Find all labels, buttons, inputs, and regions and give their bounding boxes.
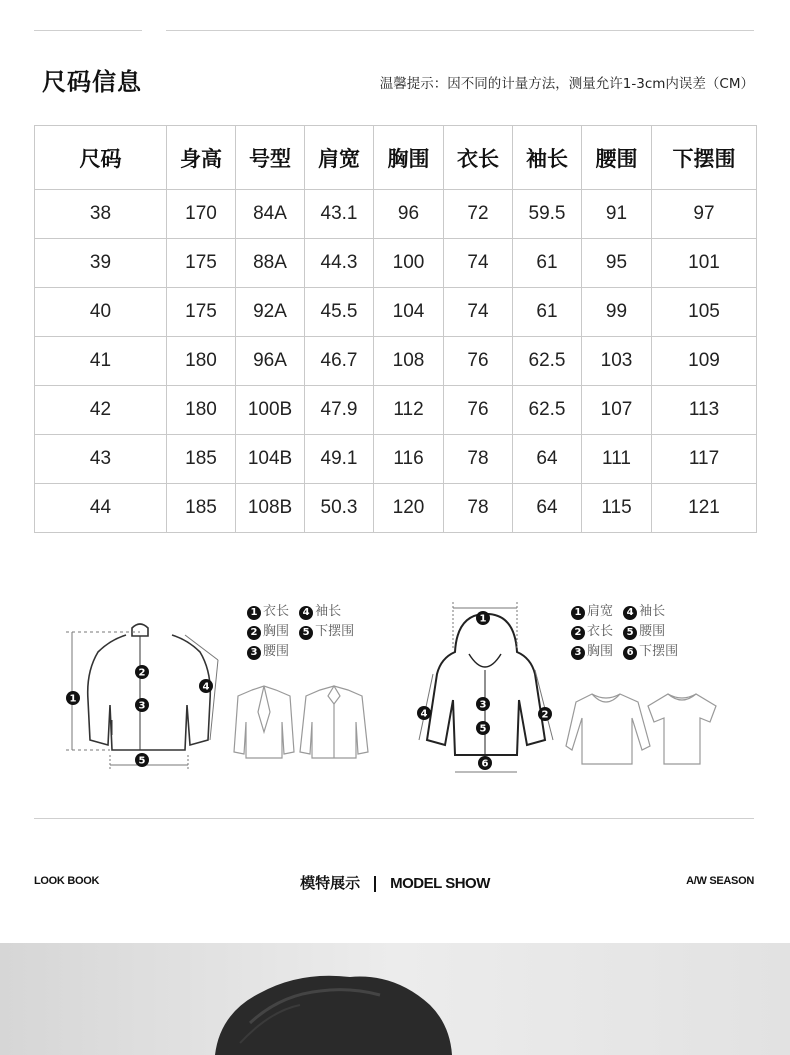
column-header: 衣长 (444, 126, 513, 190)
table-cell: 120 (374, 484, 444, 533)
table-cell: 100 (374, 239, 444, 288)
table-cell: 109 (652, 337, 757, 386)
model-show-heading (0, 872, 790, 893)
legend-item: 3 胸围 (571, 644, 613, 659)
legend-item: 2 胸围 (247, 624, 289, 639)
heading-separator (374, 876, 376, 892)
section-divider (34, 818, 754, 819)
table-cell: 175 (167, 239, 236, 288)
column-header: 袖长 (513, 126, 582, 190)
table-cell: 46.7 (305, 337, 374, 386)
legend-item: 4 袖长 (623, 604, 665, 619)
table-row (35, 435, 757, 484)
table-cell: 61 (513, 288, 582, 337)
table-cell: 99 (582, 288, 652, 337)
table-cell: 104 (374, 288, 444, 337)
table-cell: 78 (444, 484, 513, 533)
section-title: 尺码信息 (42, 68, 142, 96)
legend-item: 2 衣长 (571, 624, 613, 639)
table-cell: 108 (374, 337, 444, 386)
table-cell: 96 (374, 190, 444, 239)
table-row (35, 288, 757, 337)
table-cell: 74 (444, 288, 513, 337)
table-cell: 104B (236, 435, 305, 484)
svg-text:1: 1 (69, 693, 77, 705)
table-cell: 61 (513, 239, 582, 288)
table-cell: 91 (582, 190, 652, 239)
legend-item: 1 衣长 (247, 604, 289, 619)
table-cell: 49.1 (305, 435, 374, 484)
svg-text:4: 4 (420, 708, 428, 720)
legend-item: 5 下摆围 (299, 624, 354, 639)
top-divider-left (34, 30, 142, 31)
table-cell: 117 (652, 435, 757, 484)
svg-text:4: 4 (202, 681, 210, 693)
table-cell: 59.5 (513, 190, 582, 239)
table-header-row (35, 126, 757, 190)
table-cell: 76 (444, 386, 513, 435)
svg-text:1: 1 (479, 613, 487, 625)
table-cell: 113 (652, 386, 757, 435)
measurement-tip: 温馨提示：因不同的计量方法，测量允许1-3cm内误差（CM） (379, 76, 754, 92)
table-cell: 170 (167, 190, 236, 239)
table-cell: 40 (35, 288, 167, 337)
table-cell: 43.1 (305, 190, 374, 239)
table-cell: 44.3 (305, 239, 374, 288)
svg-text:2: 2 (541, 709, 549, 721)
table-cell: 95 (582, 239, 652, 288)
blazer-and-shirt-icons (232, 682, 382, 772)
legend-item: 3 腰围 (247, 644, 289, 659)
table-cell: 107 (582, 386, 652, 435)
column-header: 下摆围 (652, 126, 757, 190)
table-row (35, 239, 757, 288)
svg-text:3: 3 (479, 699, 487, 711)
table-cell: 47.9 (305, 386, 374, 435)
column-header: 号型 (236, 126, 305, 190)
season-label: A/W SEASON (686, 875, 754, 887)
sweater-and-tshirt-icons (562, 688, 722, 778)
table-row (35, 190, 757, 239)
legend-item: 4 袖长 (299, 604, 341, 619)
svg-text:6: 6 (481, 758, 489, 770)
table-cell: 74 (444, 239, 513, 288)
table-cell: 50.3 (305, 484, 374, 533)
table-cell: 88A (236, 239, 305, 288)
column-header: 胸围 (374, 126, 444, 190)
table-cell: 45.5 (305, 288, 374, 337)
table-cell: 116 (374, 435, 444, 484)
table-cell: 92A (236, 288, 305, 337)
column-header: 腰围 (582, 126, 652, 190)
table-cell: 42 (35, 386, 167, 435)
legend-item: 5 腰围 (623, 624, 665, 639)
table-cell: 64 (513, 435, 582, 484)
model-photo (0, 943, 790, 1055)
table-cell: 41 (35, 337, 167, 386)
svg-text:3: 3 (138, 700, 146, 712)
size-table (34, 125, 757, 533)
table-cell: 185 (167, 484, 236, 533)
table-cell: 175 (167, 288, 236, 337)
table-cell: 121 (652, 484, 757, 533)
model-hair-image (0, 943, 790, 1055)
table-cell: 76 (444, 337, 513, 386)
hoodie-measure-illustration (405, 590, 575, 790)
svg-text:5: 5 (138, 755, 146, 767)
table-cell: 64 (513, 484, 582, 533)
table-cell: 43 (35, 435, 167, 484)
legend-item: 1 肩宽 (571, 604, 613, 619)
legend-left (247, 602, 360, 662)
table-cell: 115 (582, 484, 652, 533)
table-cell: 97 (652, 190, 757, 239)
table-cell: 62.5 (513, 386, 582, 435)
table-cell: 62.5 (513, 337, 582, 386)
table-cell: 180 (167, 337, 236, 386)
table-cell: 108B (236, 484, 305, 533)
table-row (35, 386, 757, 435)
table-cell: 112 (374, 386, 444, 435)
table-cell: 101 (652, 239, 757, 288)
table-cell: 103 (582, 337, 652, 386)
model-show-cn: 模特展示 (300, 874, 361, 892)
table-row (35, 484, 757, 533)
column-header: 肩宽 (305, 126, 374, 190)
table-cell: 84A (236, 190, 305, 239)
table-cell: 44 (35, 484, 167, 533)
look-book-label: LOOK BOOK (34, 875, 100, 887)
model-show-en: MODEL SHOW (390, 875, 490, 892)
table-cell: 38 (35, 190, 167, 239)
table-cell: 100B (236, 386, 305, 435)
table-cell: 185 (167, 435, 236, 484)
table-cell: 78 (444, 435, 513, 484)
table-row (35, 337, 757, 386)
measurement-diagram (0, 590, 790, 790)
svg-text:5: 5 (479, 723, 487, 735)
table-cell: 180 (167, 386, 236, 435)
legend-right (571, 602, 684, 662)
column-header: 身高 (167, 126, 236, 190)
legend-item: 6 下摆围 (623, 644, 678, 659)
table-cell: 111 (582, 435, 652, 484)
table-cell: 72 (444, 190, 513, 239)
table-cell: 39 (35, 239, 167, 288)
table-cell: 105 (652, 288, 757, 337)
svg-text:2: 2 (138, 667, 146, 679)
column-header: 尺码 (35, 126, 167, 190)
top-divider-right (166, 30, 754, 31)
table-cell: 96A (236, 337, 305, 386)
